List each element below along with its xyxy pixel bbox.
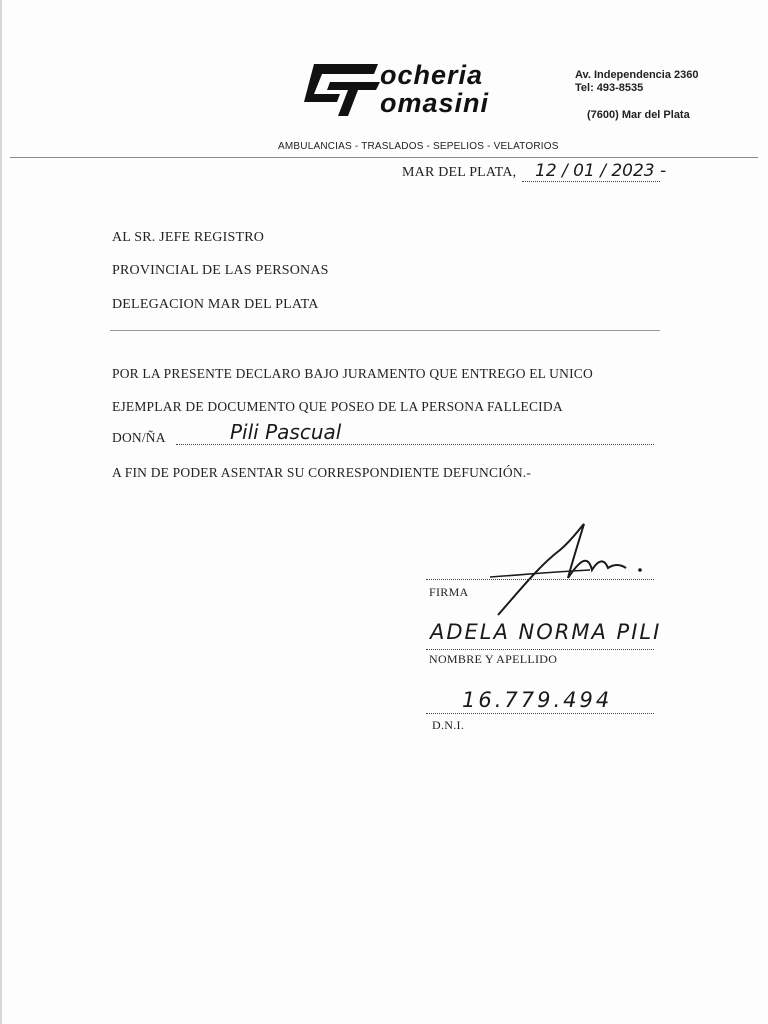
- recipient-line2: PROVINCIAL DE LAS PERSONAS: [112, 263, 329, 278]
- declaration-line1: POR LA PRESENTE DECLARO BAJO JURAMENTO QUE ENTREGO EL UNICO: [112, 366, 593, 381]
- signer-name: ADELA NORMA PILI: [430, 620, 662, 644]
- date-value: 12 / 01 / 2023 -: [535, 161, 667, 181]
- logo-monogram-icon: [300, 60, 380, 118]
- deceased-name: Pili Pascual: [230, 420, 342, 444]
- firma-dotted-line: [426, 579, 654, 580]
- letterhead-divider: [10, 157, 758, 158]
- recipient-line1: AL SR. JEFE REGISTRO: [112, 230, 265, 245]
- declaration-line4: A FIN DE PODER ASENTAR SU CORRESPONDIENTE DEFUNCIÓN.-: [112, 465, 532, 480]
- don-label: DON/ÑA: [112, 430, 166, 445]
- dni-dotted-line: [426, 713, 654, 714]
- name-label: NOMBRE Y APELLIDO: [429, 652, 558, 666]
- scan-edge: [0, 0, 2, 1024]
- company-services: AMBULANCIAS - TRASLADOS - SEPELIOS - VELATORIOS: [278, 141, 559, 152]
- logo-text-line1: ocheria: [380, 60, 484, 90]
- declaration-line2: EJEMPLAR DE DOCUMENTO QUE POSEO DE LA PERSONA FALLECIDA: [112, 399, 563, 414]
- company-logo: [300, 58, 510, 118]
- company-address: Av. Independencia 2360: [575, 69, 699, 81]
- deceased-dotted-line: [176, 444, 654, 445]
- date-label: MAR DEL PLATA,: [402, 165, 517, 180]
- recipient-line3: DELEGACION MAR DEL PLATA: [112, 297, 319, 312]
- recipient-divider: [110, 330, 660, 331]
- dni-value: 16.779.494: [462, 688, 613, 712]
- company-city: (7600) Mar del Plata: [587, 109, 690, 121]
- company-phone: Tel: 493-8535: [575, 82, 644, 94]
- signature-scribble: [480, 520, 680, 620]
- date-dotted-line: [522, 181, 660, 182]
- dni-label: D.N.I.: [432, 718, 465, 732]
- firma-label: FIRMA: [429, 585, 469, 599]
- name-dotted-line: [426, 649, 654, 650]
- logo-text-line2: omasini: [380, 88, 490, 118]
